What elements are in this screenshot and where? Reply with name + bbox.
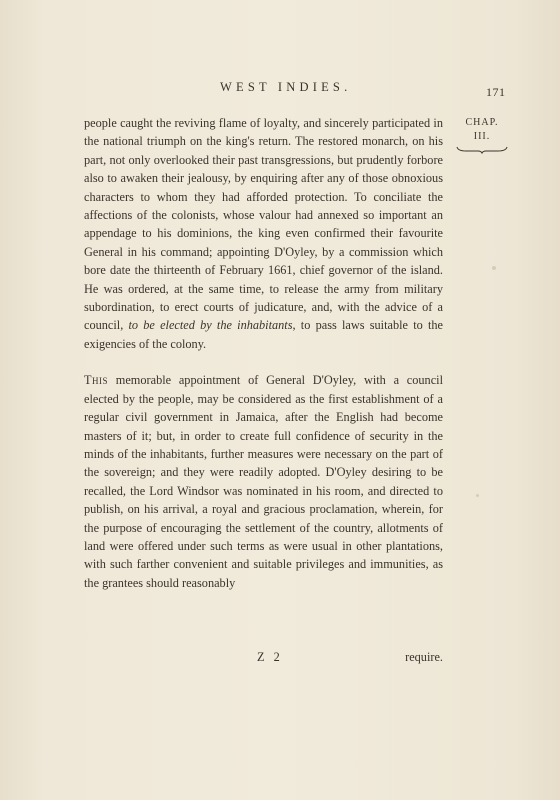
body-text <box>84 114 443 592</box>
signature-mark: Z 2 <box>257 650 283 664</box>
text-segment: people caught the reviving flame of loyalty, and sincerely participated in the national triumph on the king's return. The restored monarch, on his part, not only overlooked their past transgressions, but prudently forbore also to awaken their jealousy, by enquiring after any of those obnoxious characters to whom they had afforded protection. To conciliate the affections of the colonists, whose valour had annexed so important an appendage to his dominions, the king even confirmed their favourite General in his command; appointing D'Oyley, by a commission which bore date the thirteenth of February 1661, chief governor of the island. He was ordered, at the same time, to release the army from military subordination, to erect courts of judicature, and, with the advice of a council, <box>84 116 443 333</box>
catchword: require. <box>405 650 443 664</box>
text-segment: , to pass laws suitable to the exigencies of the colony. <box>84 318 443 351</box>
paper-spot <box>476 494 479 497</box>
paragraph <box>84 114 443 353</box>
running-title: WEST INDIES. <box>220 80 352 94</box>
page-number: 171 <box>486 85 506 99</box>
page-footer <box>84 650 443 670</box>
paragraph <box>84 371 443 592</box>
text-segment: memorable appointment of General D'Oyley, with a council elected by the people, may be considered as the first establishment of a regular civil government in Jamaica, after the English had become masters of it; but, in order to create full confidence of security in the minds of the inhabitants, further measures were necessary on the part of the sovereign; and they were readily adopted. D'Oyley desiring to be recalled, the Lord Windsor was nominated in his room, and directed to publish, on his arrival, a royal and gracious proclamation, wherein, for the purpose of encouraging the settlement of the country, allotments of land were offered under such terms as were usual in other plantations, with such farther convenient and suitable privileges and immunities, as the grantees should reasonably <box>84 373 443 590</box>
brace-ornament-icon <box>456 146 508 154</box>
paper-spot <box>492 266 496 270</box>
text-segment: This <box>84 373 109 388</box>
text-segment: to be elected by the inhabitants <box>128 318 293 333</box>
marginal-note <box>452 116 512 154</box>
chapter-label: CHAP. <box>465 117 499 128</box>
chapter-number: III. <box>473 131 491 142</box>
